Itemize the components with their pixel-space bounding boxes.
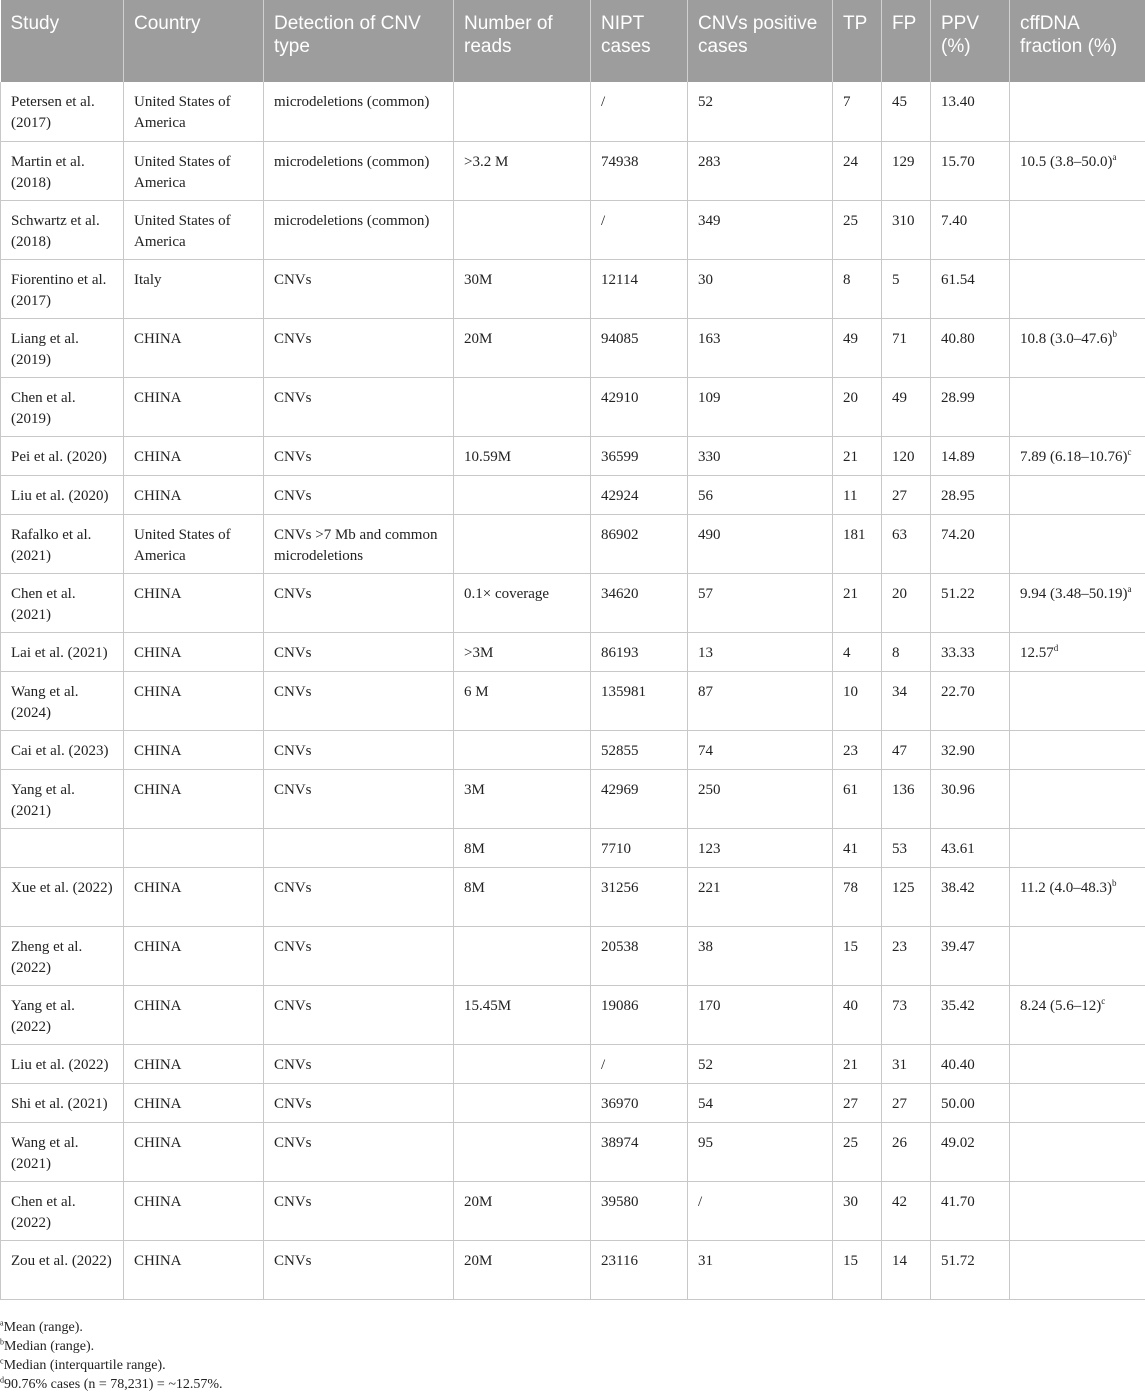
cell-reads: 3M — [454, 769, 591, 828]
cell-tp: 21 — [833, 436, 882, 475]
cell-cffdna: 9.94 $(3.48-50.19)^a$ — [1010, 573, 1145, 632]
cell-country: CHINA — [124, 1181, 264, 1240]
cell-country: CHINA — [124, 318, 264, 377]
cell-fp: 125 — [882, 867, 931, 926]
cell-country: CHINA — [124, 926, 264, 985]
cell-cnv-type: CNVs — [264, 259, 454, 318]
cell-ppv: 38.42 — [931, 867, 1010, 926]
cell-reads: 0.1× coverage — [454, 573, 591, 632]
cell-nipt-cases: 12114 — [591, 259, 688, 318]
cell-country: CHINA — [124, 985, 264, 1044]
table-row — [1, 1083, 1145, 1122]
cell-reads — [454, 1044, 591, 1083]
cell-country: CHINA — [124, 573, 264, 632]
table-row — [1, 1181, 1145, 1240]
cell-ppv: 39.47 — [931, 926, 1010, 985]
cell-nipt-cases: 135981 — [591, 671, 688, 730]
cell-cffdna — [1010, 1122, 1145, 1181]
cell-ppv: 74.20 — [931, 514, 1010, 573]
cell-ppv: 33.33 — [931, 632, 1010, 671]
header-ppv: PPV (%) — [931, 0, 1010, 82]
footnote-mark: a — [0, 1318, 4, 1328]
cell-study: Martin et al. (2018) — [1, 141, 124, 200]
table-row — [1, 769, 1145, 828]
cell-cffdna: 12.57$^d$ — [1010, 632, 1145, 671]
cell-study: Petersen et al. (2017) — [1, 82, 124, 141]
cell-nipt-cases: 42969 — [591, 769, 688, 828]
cell-cnv-type: CNVs — [264, 671, 454, 730]
table-row — [1, 200, 1145, 259]
cell-study: Wang et al. (2024) — [1, 671, 124, 730]
cell-fp: 5 — [882, 259, 931, 318]
footnote-marker: a — [1127, 583, 1132, 594]
cell-cffdna — [1010, 1044, 1145, 1083]
cell-nipt-cases: 42924 — [591, 475, 688, 514]
cell-study: Shi et al. (2021) — [1, 1083, 124, 1122]
cell-positive-cases: 221 — [688, 867, 833, 926]
cell-reads — [454, 1083, 591, 1122]
header-fp: FP — [882, 0, 931, 82]
cell-positive-cases: 123 — [688, 828, 833, 867]
cell-positive-cases: 330 — [688, 436, 833, 475]
cell-tp: 21 — [833, 1044, 882, 1083]
cell-nipt-cases: 31256 — [591, 867, 688, 926]
cell-positive-cases: 31 — [688, 1240, 833, 1299]
cell-cnv-type: CNVs — [264, 377, 454, 436]
cell-cnv-type: microdeletions (common) — [264, 82, 454, 141]
cell-nipt-cases: 38974 — [591, 1122, 688, 1181]
cell-nipt-cases: 94085 — [591, 318, 688, 377]
cell-positive-cases: 490 — [688, 514, 833, 573]
cell-cffdna — [1010, 730, 1145, 769]
table-row — [1, 867, 1145, 926]
footnote-mark: c — [0, 1356, 4, 1366]
cell-fp: 120 — [882, 436, 931, 475]
cell-cnv-type: microdeletions (common) — [264, 141, 454, 200]
header-study: Study — [1, 0, 124, 82]
cell-cffdna — [1010, 259, 1145, 318]
cell-cffdna: 10.5 $(3.8-50.0)^a$ — [1010, 141, 1145, 200]
cell-positive-cases: 13 — [688, 632, 833, 671]
cell-tp: 23 — [833, 730, 882, 769]
cell-ppv: 15.70 — [931, 141, 1010, 200]
cell-ppv: 28.95 — [931, 475, 1010, 514]
cell-study: Chen et al. (2022) — [1, 1181, 124, 1240]
cell-reads: 20M — [454, 318, 591, 377]
cell-fp: 14 — [882, 1240, 931, 1299]
cell-country: CHINA — [124, 436, 264, 475]
cell-nipt-cases: 86902 — [591, 514, 688, 573]
cell-country: United States of America — [124, 200, 264, 259]
cell-reads — [454, 730, 591, 769]
cell-ppv: 30.96 — [931, 769, 1010, 828]
header-nipt-cases: NIPT cases — [591, 0, 688, 82]
cell-nipt-cases: 20538 — [591, 926, 688, 985]
cell-reads: 30M — [454, 259, 591, 318]
cell-positive-cases: 74 — [688, 730, 833, 769]
cell-tp: 49 — [833, 318, 882, 377]
cell-cffdna — [1010, 1181, 1145, 1240]
cell-tp: 25 — [833, 200, 882, 259]
cell-nipt-cases: 36970 — [591, 1083, 688, 1122]
table-row — [1, 926, 1145, 985]
cell-country: United States of America — [124, 82, 264, 141]
cell-positive-cases: 349 — [688, 200, 833, 259]
cell-ppv: 40.80 — [931, 318, 1010, 377]
cell-study: Chen et al. (2019) — [1, 377, 124, 436]
cell-positive-cases: 52 — [688, 82, 833, 141]
cell-nipt-cases: 52855 — [591, 730, 688, 769]
cell-reads: 8M — [454, 828, 591, 867]
header-cnv-type: Detection of CNV type — [264, 0, 454, 82]
cell-ppv: 41.70 — [931, 1181, 1010, 1240]
cell-fp: 23 — [882, 926, 931, 985]
cell-cffdna — [1010, 82, 1145, 141]
cell-country: CHINA — [124, 867, 264, 926]
footnote-marker: c — [1127, 446, 1132, 457]
cell-positive-cases: 163 — [688, 318, 833, 377]
cell-country: CHINA — [124, 377, 264, 436]
cell-tp: 11 — [833, 475, 882, 514]
cell-reads: 15.45M — [454, 985, 591, 1044]
cell-fp: 129 — [882, 141, 931, 200]
footnote-marker: a — [1112, 151, 1117, 162]
cell-cnv-type: CNVs — [264, 867, 454, 926]
cell-study: Liu et al. (2020) — [1, 475, 124, 514]
cell-cffdna — [1010, 514, 1145, 573]
cell-ppv: 49.02 — [931, 1122, 1010, 1181]
cell-tp: 10 — [833, 671, 882, 730]
cell-cffdna — [1010, 671, 1145, 730]
cell-reads — [454, 377, 591, 436]
cell-cnv-type: CNVs — [264, 985, 454, 1044]
cell-reads: >3.2 M — [454, 141, 591, 200]
cell-ppv: 7.40 — [931, 200, 1010, 259]
table-row — [1, 514, 1145, 573]
table-row — [1, 82, 1145, 141]
cell-reads: 6 M — [454, 671, 591, 730]
cell-tp: 25 — [833, 1122, 882, 1181]
cell-study: Fiorentino et al. (2017) — [1, 259, 124, 318]
cell-cnv-type: CNVs — [264, 1044, 454, 1083]
cell-positive-cases: 38 — [688, 926, 833, 985]
cell-study: Schwartz et al. (2018) — [1, 200, 124, 259]
cell-cffdna — [1010, 769, 1145, 828]
footnote-marker: b — [1112, 328, 1117, 339]
cell-positive-cases: 170 — [688, 985, 833, 1044]
cell-cnv-type: CNVs — [264, 730, 454, 769]
cell-country: CHINA — [124, 1122, 264, 1181]
table-row — [1, 1044, 1145, 1083]
header-tp: TP — [833, 0, 882, 82]
footnote — [0, 1356, 223, 1375]
cell-cnv-type: CNVs — [264, 1083, 454, 1122]
table-row — [1, 436, 1145, 475]
cell-reads — [454, 82, 591, 141]
cell-cffdna: 7.89 $(6.18-10.76)^c$ — [1010, 436, 1145, 475]
cell-positive-cases: 30 — [688, 259, 833, 318]
cell-nipt-cases: 7710 — [591, 828, 688, 867]
cell-reads: 10.59M — [454, 436, 591, 475]
cell-fp: 310 — [882, 200, 931, 259]
footnote — [0, 1318, 223, 1337]
cell-country: CHINA — [124, 1240, 264, 1299]
cell-reads: 20M — [454, 1181, 591, 1240]
cell-study: Xue et al. (2022) — [1, 867, 124, 926]
cell-cffdna — [1010, 1240, 1145, 1299]
cell-cnv-type: CNVs — [264, 926, 454, 985]
table-row — [1, 377, 1145, 436]
cell-ppv: 22.70 — [931, 671, 1010, 730]
cell-tp: 27 — [833, 1083, 882, 1122]
cell-reads — [454, 475, 591, 514]
cell-fp: 20 — [882, 573, 931, 632]
footnote-marker: d — [1053, 642, 1059, 653]
footnote-text: Median (interquartile range). — [3, 1358, 166, 1373]
cell-study: Zou et al. (2022) — [1, 1240, 124, 1299]
cell-cffdna — [1010, 828, 1145, 867]
cell-cnv-type: CNVs — [264, 318, 454, 377]
cell-study: Wang et al. (2021) — [1, 1122, 124, 1181]
cell-cnv-type: CNVs — [264, 1122, 454, 1181]
cell-cffdna — [1010, 200, 1145, 259]
cell-tp: 4 — [833, 632, 882, 671]
cell-study: Chen et al. (2021) — [1, 573, 124, 632]
cell-ppv: 40.40 — [931, 1044, 1010, 1083]
cell-fp: 8 — [882, 632, 931, 671]
table-row — [1, 632, 1145, 671]
footnote-marker: c — [1101, 995, 1106, 1006]
cell-cnv-type: CNVs — [264, 436, 454, 475]
cell-fp: 42 — [882, 1181, 931, 1240]
cell-ppv: 35.42 — [931, 985, 1010, 1044]
header-positive-cases: CNVs positive cases — [688, 0, 833, 82]
cell-ppv: 28.99 — [931, 377, 1010, 436]
cell-tp: 24 — [833, 141, 882, 200]
cell-country: Italy — [124, 259, 264, 318]
footnote-mark: d — [0, 1375, 4, 1385]
table-row — [1, 828, 1145, 867]
cell-cffdna — [1010, 926, 1145, 985]
cell-cnv-type: CNVs — [264, 1181, 454, 1240]
header-reads: Number of reads — [454, 0, 591, 82]
cell-fp: 34 — [882, 671, 931, 730]
cell-country: CHINA — [124, 671, 264, 730]
cell-ppv: 43.61 — [931, 828, 1010, 867]
cell-country — [124, 828, 264, 867]
cell-ppv: 50.00 — [931, 1083, 1010, 1122]
cell-fp: 73 — [882, 985, 931, 1044]
cell-tp: 78 — [833, 867, 882, 926]
cell-cnv-type — [264, 828, 454, 867]
cell-ppv: 13.40 — [931, 82, 1010, 141]
cell-ppv: 61.54 — [931, 259, 1010, 318]
table-row — [1, 141, 1145, 200]
cell-country: CHINA — [124, 769, 264, 828]
cell-study: Liu et al. (2022) — [1, 1044, 124, 1083]
cell-tp: 30 — [833, 1181, 882, 1240]
cell-fp: 49 — [882, 377, 931, 436]
cell-country: CHINA — [124, 632, 264, 671]
cell-reads — [454, 200, 591, 259]
cell-cnv-type: CNVs — [264, 769, 454, 828]
cell-cnv-type: CNVs — [264, 475, 454, 514]
cell-positive-cases: 109 — [688, 377, 833, 436]
cell-reads — [454, 1122, 591, 1181]
cell-study: Pei et al. (2020) — [1, 436, 124, 475]
cell-fp: 26 — [882, 1122, 931, 1181]
cell-study — [1, 828, 124, 867]
cell-country: CHINA — [124, 1083, 264, 1122]
cell-cnv-type: CNVs — [264, 1240, 454, 1299]
cell-cffdna — [1010, 475, 1145, 514]
cell-nipt-cases: 34620 — [591, 573, 688, 632]
cell-tp: 15 — [833, 926, 882, 985]
footnote-text: Median (range). — [4, 1339, 95, 1354]
cell-fp: 45 — [882, 82, 931, 141]
cell-positive-cases: 57 — [688, 573, 833, 632]
cell-reads: 8M — [454, 867, 591, 926]
cell-nipt-cases: / — [591, 1044, 688, 1083]
table-row — [1, 730, 1145, 769]
cell-study: Zheng et al. (2022) — [1, 926, 124, 985]
cell-cffdna — [1010, 377, 1145, 436]
header-row — [1, 0, 1145, 82]
cell-positive-cases: / — [688, 1181, 833, 1240]
cell-cnv-type: CNVs >7 Mb and common microdeletions — [264, 514, 454, 573]
cell-nipt-cases: 39580 — [591, 1181, 688, 1240]
cell-country: United States of America — [124, 514, 264, 573]
footnote — [0, 1375, 223, 1394]
cell-country: CHINA — [124, 1044, 264, 1083]
cell-study: Lai et al. (2021) — [1, 632, 124, 671]
cell-fp: 27 — [882, 475, 931, 514]
cell-country: United States of America — [124, 141, 264, 200]
cell-study: Yang et al. (2022) — [1, 985, 124, 1044]
cell-positive-cases: 250 — [688, 769, 833, 828]
footnotes — [0, 1318, 223, 1394]
cell-positive-cases: 87 — [688, 671, 833, 730]
table-row — [1, 671, 1145, 730]
table-row — [1, 573, 1145, 632]
cell-ppv: 14.89 — [931, 436, 1010, 475]
cell-study: Liang et al. (2019) — [1, 318, 124, 377]
cell-cnv-type: microdeletions (common) — [264, 200, 454, 259]
cell-fp: 31 — [882, 1044, 931, 1083]
cell-cnv-type: CNVs — [264, 573, 454, 632]
cell-study: Cai et al. (2023) — [1, 730, 124, 769]
cell-tp: 15 — [833, 1240, 882, 1299]
cell-nipt-cases: 42910 — [591, 377, 688, 436]
table-row — [1, 259, 1145, 318]
cell-ppv: 51.72 — [931, 1240, 1010, 1299]
table-row — [1, 1240, 1145, 1299]
cell-tp: 41 — [833, 828, 882, 867]
cell-tp: 21 — [833, 573, 882, 632]
cell-tp: 8 — [833, 259, 882, 318]
cell-tp: 20 — [833, 377, 882, 436]
cell-ppv: 51.22 — [931, 573, 1010, 632]
cell-country: CHINA — [124, 475, 264, 514]
cell-study: Rafalko et al. (2021) — [1, 514, 124, 573]
cell-fp: 71 — [882, 318, 931, 377]
cell-tp: 181 — [833, 514, 882, 573]
cell-nipt-cases: 86193 — [591, 632, 688, 671]
cell-fp: 136 — [882, 769, 931, 828]
cell-cffdna: 11.2 $(4.0-48.3)^b$ — [1010, 867, 1145, 926]
cell-fp: 47 — [882, 730, 931, 769]
cell-tp: 40 — [833, 985, 882, 1044]
cell-fp: 63 — [882, 514, 931, 573]
cell-positive-cases: 95 — [688, 1122, 833, 1181]
cell-reads — [454, 926, 591, 985]
cell-positive-cases: 283 — [688, 141, 833, 200]
cell-study: Yang et al. (2021) — [1, 769, 124, 828]
cell-positive-cases: 54 — [688, 1083, 833, 1122]
cell-reads: >3M — [454, 632, 591, 671]
cell-tp: 7 — [833, 82, 882, 141]
cell-reads — [454, 514, 591, 573]
cell-nipt-cases: / — [591, 82, 688, 141]
table-row — [1, 985, 1145, 1044]
cell-nipt-cases: 74938 — [591, 141, 688, 200]
cell-fp: 53 — [882, 828, 931, 867]
cell-fp: 27 — [882, 1083, 931, 1122]
cell-reads: 20M — [454, 1240, 591, 1299]
cell-cffdna: 8.24 $(5.6-12)^c$ — [1010, 985, 1145, 1044]
footnote — [0, 1337, 223, 1356]
cell-tp: 61 — [833, 769, 882, 828]
cell-country: CHINA — [124, 730, 264, 769]
table-row — [1, 1122, 1145, 1181]
cell-cffdna — [1010, 1083, 1145, 1122]
cell-ppv: 32.90 — [931, 730, 1010, 769]
cell-nipt-cases: / — [591, 200, 688, 259]
header-country: Country — [124, 0, 264, 82]
cell-positive-cases: 56 — [688, 475, 833, 514]
cell-nipt-cases: 19086 — [591, 985, 688, 1044]
footnote-marker: b — [1111, 877, 1117, 888]
footnote-mark: b — [0, 1337, 4, 1347]
footnote-text: Mean (range). — [3, 1320, 83, 1335]
table-row — [1, 318, 1145, 377]
cell-nipt-cases: 36599 — [591, 436, 688, 475]
cell-nipt-cases: 23116 — [591, 1240, 688, 1299]
header-cffdna: cffDNA fraction (%) — [1010, 0, 1145, 82]
cell-positive-cases: 52 — [688, 1044, 833, 1083]
footnote-text: 90.76% cases (n = 78,231) = ~12.57%. — [4, 1377, 223, 1392]
cell-cnv-type: CNVs — [264, 632, 454, 671]
cell-cffdna: 10.8 $(3.0-47.6)^b$ — [1010, 318, 1145, 377]
table-row — [1, 475, 1145, 514]
